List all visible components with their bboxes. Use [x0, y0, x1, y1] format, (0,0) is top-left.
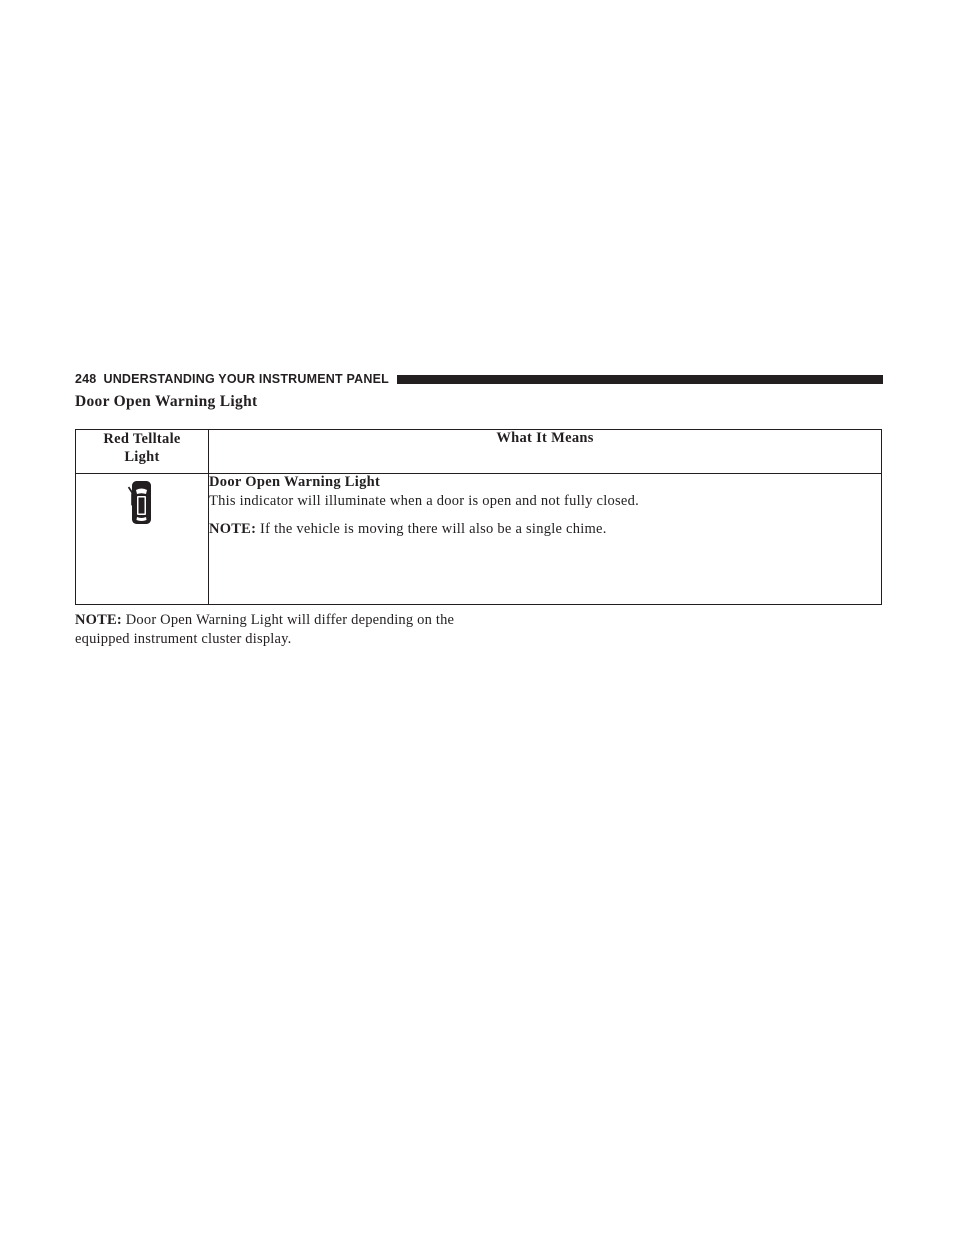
- entry-note-label: NOTE:: [209, 521, 257, 537]
- section-title: UNDERSTANDING YOUR INSTRUMENT PANEL: [103, 372, 389, 386]
- column-header-light-line1: Red Telltale: [103, 431, 181, 447]
- footer-note: [75, 611, 475, 649]
- table-row: [76, 474, 882, 605]
- header-rule: [397, 375, 883, 384]
- column-header-light: [76, 430, 209, 474]
- page-number: 248: [75, 372, 97, 386]
- telltale-table: [75, 429, 882, 605]
- column-header-light-line2: Light: [124, 449, 160, 465]
- entry-note: [209, 520, 881, 539]
- entry-note-text: If the vehicle is moving there will also be a single chime.: [260, 521, 607, 537]
- meaning-cell: [209, 474, 882, 605]
- column-header-means: What It Means: [209, 430, 882, 474]
- footer-note-label: NOTE:: [75, 612, 122, 628]
- footer-note-text: Door Open Warning Light will differ depending on the equipped instrument cluster display.: [75, 612, 455, 647]
- door-open-icon: [127, 479, 155, 527]
- icon-cell: [76, 474, 209, 605]
- entry-description: This indicator will illuminate when a door is open and not fully closed.: [209, 493, 639, 509]
- page-heading: Door Open Warning Light: [75, 393, 258, 410]
- entry-title: Door Open Warning Light: [209, 474, 381, 490]
- page-header: [75, 370, 883, 388]
- table-header-row: [76, 430, 882, 474]
